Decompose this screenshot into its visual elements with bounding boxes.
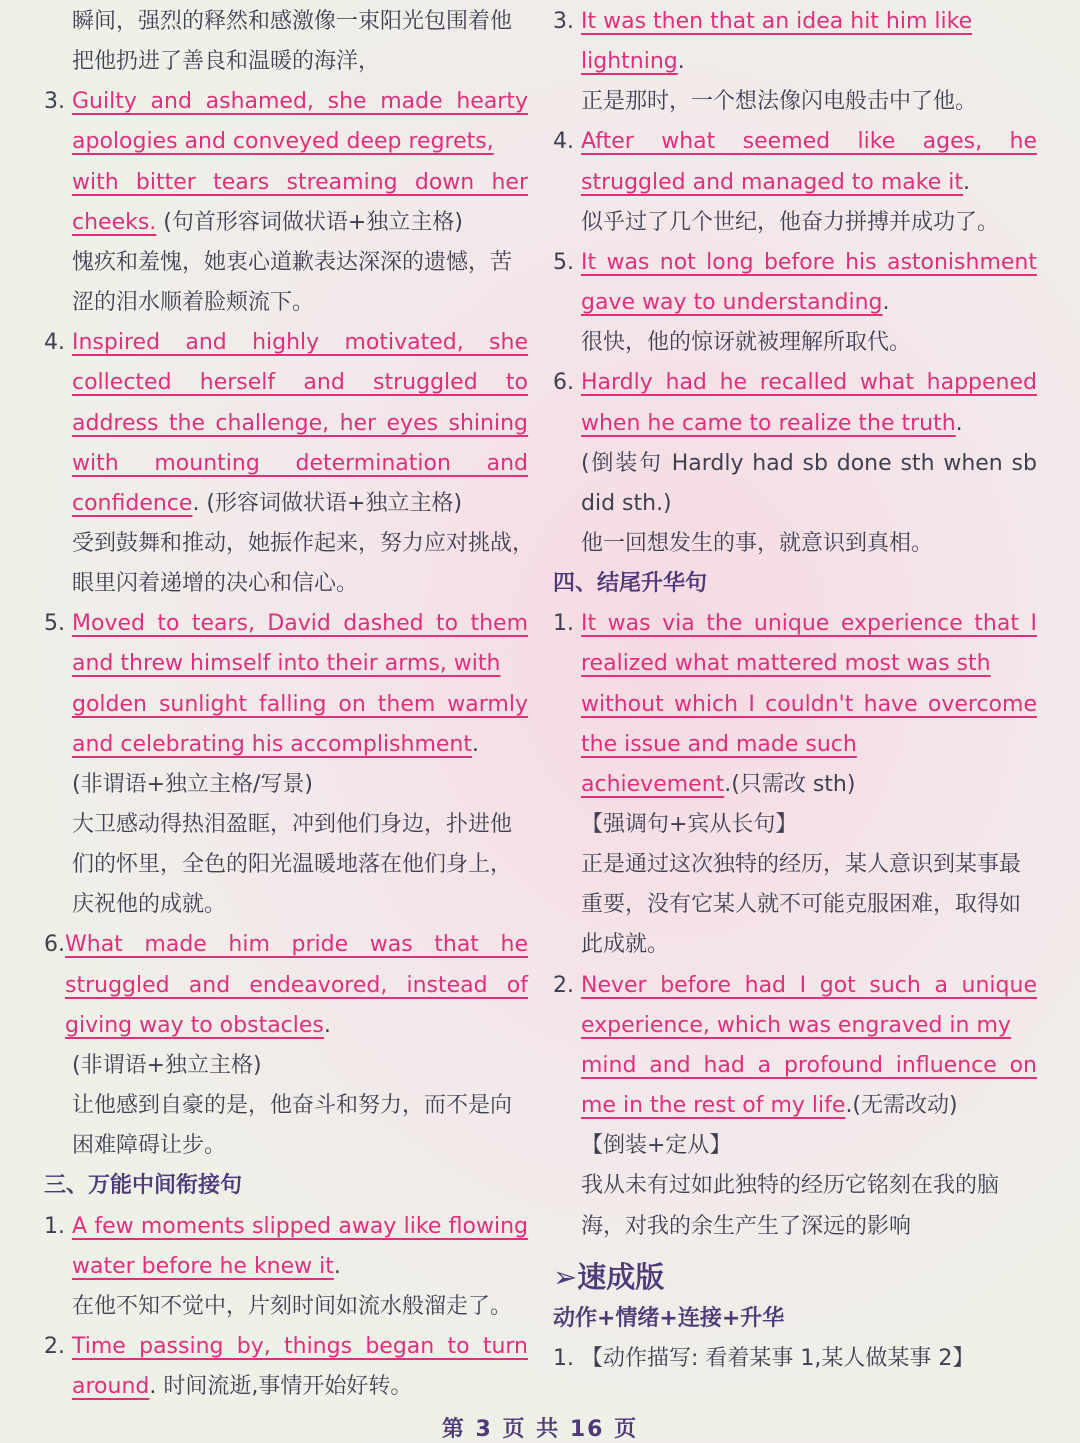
text-line <box>44 885 528 925</box>
text-line <box>553 604 1037 644</box>
english-sentence: collected herself and struggled to <box>72 370 528 396</box>
annotation: . <box>472 731 479 757</box>
english-sentence: Hardly had he recalled what happened <box>581 370 1037 396</box>
sentence-text <box>581 42 1037 82</box>
text-line <box>553 1086 1037 1126</box>
chinese-text: 庆祝他的成就。 <box>72 892 227 918</box>
annotation: .(只需改 sth) <box>724 771 856 797</box>
english-sentence: It was not long before his astonishment <box>581 249 1037 275</box>
text-line <box>44 685 528 725</box>
text-line <box>44 122 528 162</box>
chinese-text: did sth.) <box>581 490 672 516</box>
text-line <box>44 203 528 243</box>
chinese-text: 【动作描写: 看着某事 1,某人做某事 2】 <box>581 1345 975 1371</box>
annotation: . (形容词做状语+独立主格) <box>192 490 463 516</box>
text-line <box>44 765 528 805</box>
chinese-text: 愧疚和羞愧，她衷心道歉表达深深的遗憾，苦 <box>72 249 513 275</box>
text-line <box>44 1046 528 1086</box>
text-line <box>44 805 528 845</box>
english-sentence: lightning <box>581 49 678 75</box>
english-sentence: cheeks. <box>72 209 157 235</box>
chinese-text: (非谓语+独立主格) <box>72 1052 262 1078</box>
chinese-text: 很快，他的惊讶就被理解所取代。 <box>581 330 912 356</box>
page-number: 第 3 页 共 16 页 <box>441 1417 639 1442</box>
english-sentence: confidence <box>72 490 193 516</box>
item-number: 3. <box>44 89 65 115</box>
annotation: . <box>323 1012 331 1038</box>
sentence-text <box>581 1086 1037 1126</box>
chinese-text: 在他不知不觉中，片刻时间如流水般溜走了。 <box>72 1293 513 1319</box>
text-line <box>44 845 528 885</box>
chinese-text: 似乎过了几个世纪，他奋力拼搏并成功了。 <box>581 209 1000 235</box>
english-sentence: Time passing by, things began to turn <box>72 1333 528 1359</box>
sentence-text <box>72 484 528 524</box>
english-sentence: achievement <box>581 771 725 797</box>
english-sentence: Guilty and ashamed, she made hearty <box>72 89 528 115</box>
english-sentence: gave way to understanding <box>581 290 883 316</box>
text-line <box>44 444 528 484</box>
text-line <box>44 604 528 644</box>
english-sentence: me in the rest of my life <box>581 1093 846 1119</box>
english-sentence: with bitter tears streaming down her <box>72 169 528 195</box>
chinese-text: 把他扔进了善良和温暖的海洋， <box>72 49 381 75</box>
text-line <box>553 885 1037 925</box>
chinese-text: (非谓语+独立主格/写景) <box>72 771 314 797</box>
chinese-text: 眼里闪着递增的决心和信心。 <box>72 571 359 597</box>
english-sentence: and threw himself into their arms, with <box>72 651 501 677</box>
text-line <box>44 524 535 564</box>
english-sentence: apologies and conveyed deep regrets, <box>72 129 494 155</box>
chinese-text: 【倒装+定从】 <box>581 1133 732 1159</box>
text-line <box>553 685 1037 725</box>
text-line <box>553 765 1037 805</box>
english-sentence: around <box>72 1374 150 1400</box>
chinese-text: 我从未有过如此独特的经历它铭刻在我的脑 <box>581 1173 1000 1199</box>
text-line <box>44 2 528 42</box>
chinese-text: 正是那时，一个想法像闪电般击中了他。 <box>581 89 978 115</box>
section-heading: 四、结尾升华句 <box>553 571 708 597</box>
english-sentence: golden sunlight falling on them warmly <box>72 691 528 717</box>
english-sentence: realized what mattered most was sth <box>581 651 991 677</box>
text-line <box>44 323 528 363</box>
annotation: . 时间流逝,事情开始好转。 <box>149 1374 413 1400</box>
english-sentence: address the challenge, her eyes shining <box>72 410 528 436</box>
english-sentence: with mounting determination and <box>72 450 528 476</box>
english-sentence: A few moments slipped away like flowing <box>72 1213 528 1239</box>
text-line <box>553 1257 1037 1297</box>
text-line <box>553 644 1037 684</box>
sentence-text <box>72 725 528 765</box>
sentence-text <box>65 1006 528 1046</box>
english-sentence: What made him pride was that he <box>65 932 528 958</box>
text-line <box>553 1339 1037 1379</box>
text-line <box>553 484 1037 524</box>
text-line <box>553 82 1037 122</box>
text-line <box>44 1327 528 1367</box>
sentence-text <box>581 163 1037 203</box>
text-line <box>44 363 528 403</box>
text-line <box>44 1287 528 1327</box>
english-sentence: struggled and endeavored, instead of <box>65 972 528 998</box>
text-line <box>553 1006 1037 1046</box>
annotation: . <box>677 49 685 75</box>
english-sentence: After what seemed like ages, he <box>581 129 1037 155</box>
sentence-text <box>581 283 1037 323</box>
english-sentence: Inspired and highly motivated, she <box>72 330 528 356</box>
text-line <box>553 323 1037 363</box>
chinese-text: 海，对我的余生产生了深远的影响 <box>581 1213 912 1239</box>
text-line <box>553 1046 1037 1086</box>
chinese-text: 正是通过这次独特的经历，某人意识到某事最 <box>581 852 1022 878</box>
text-line <box>44 725 528 765</box>
text-line <box>44 82 528 122</box>
text-line <box>553 363 1037 403</box>
sentence-text <box>581 765 1037 805</box>
chinese-text: 们的怀里，全色的阳光温暖地落在他们身上， <box>72 852 513 878</box>
annotation: .(无需改动) <box>845 1093 958 1119</box>
section-heading: 三、万能中间衔接句 <box>44 1173 243 1199</box>
text-line <box>553 524 1037 564</box>
text-line <box>553 925 1037 965</box>
annotation: . <box>333 1253 341 1279</box>
section-title: ➢速成版 <box>553 1259 665 1294</box>
item-number: 3. <box>553 9 574 34</box>
chinese-text: 涩的泪水顺着脸颊流下。 <box>72 290 315 316</box>
text-line <box>553 725 1037 765</box>
text-line <box>553 163 1037 203</box>
text-line <box>553 564 1037 604</box>
item-number: 2. <box>44 1333 65 1359</box>
item-number: 1. <box>44 1213 65 1239</box>
english-sentence: when he came to realize the truth <box>581 410 956 436</box>
text-line <box>44 283 528 323</box>
text-line <box>553 1207 1037 1247</box>
item-number: 4. <box>553 129 574 155</box>
text-line <box>44 42 528 82</box>
annotation: . <box>963 169 971 195</box>
english-sentence: Never before had I got such a unique <box>581 972 1037 998</box>
chinese-text: (倒装句 Hardly had sb done sth when sb <box>581 450 1037 476</box>
text-line <box>44 163 528 203</box>
item-number: 2. <box>553 972 574 998</box>
chinese-text: 大卫感动得热泪盈眶，冲到他们身边，扑进他 <box>72 812 513 837</box>
text-line <box>553 243 1037 283</box>
text-line <box>44 1166 528 1206</box>
annotation: . <box>955 410 963 436</box>
sentence-text <box>72 203 528 243</box>
sentence-text <box>581 404 1037 444</box>
text-line <box>44 644 528 684</box>
text-line <box>44 1086 528 1126</box>
item-number: 6. <box>44 932 65 958</box>
annotation: (句首形容词做状语+独立主格) <box>156 209 463 235</box>
english-sentence: It was via the unique experience that I <box>581 611 1037 637</box>
item-number: 5. <box>553 249 574 275</box>
text-line <box>44 1207 528 1247</box>
annotation: . <box>882 290 890 316</box>
text-line <box>44 484 528 524</box>
text-line <box>44 1367 528 1407</box>
text-line <box>44 1126 528 1166</box>
chinese-text: 瞬间，强烈的释然和感激像一束阳光包围着他 <box>72 9 513 34</box>
text-line <box>553 2 1037 42</box>
english-sentence: struggled and managed to make it <box>581 169 964 195</box>
text-line <box>44 243 528 283</box>
sentence-text <box>72 1367 528 1407</box>
item-number: 1. <box>553 1345 574 1371</box>
text-line <box>553 845 1037 885</box>
text-line <box>553 805 1037 845</box>
item-number: 1. <box>553 611 574 637</box>
text-line <box>44 925 528 965</box>
sentence-text <box>72 1247 528 1287</box>
text-line <box>44 1247 528 1287</box>
item-number: 6. <box>553 370 574 396</box>
english-sentence: experience, which was engraved in my <box>581 1012 1011 1038</box>
text-line <box>553 1299 1037 1339</box>
text-line <box>553 966 1037 1006</box>
english-sentence: without which I couldn't have overcome <box>581 691 1037 717</box>
chinese-text: 受到鼓舞和推动，她振作起来，努力应对挑战， <box>72 530 535 556</box>
chinese-text: 【强调句+宾从长句】 <box>581 812 798 837</box>
english-sentence: giving way to obstacles <box>65 1012 324 1038</box>
english-sentence: the issue and made such <box>581 731 857 757</box>
text-line <box>44 404 528 444</box>
text-line <box>553 122 1037 162</box>
text-line <box>553 283 1037 323</box>
text-line <box>553 444 1037 484</box>
chinese-text: 困难障碍让步。 <box>72 1133 227 1159</box>
text-line <box>44 1006 528 1046</box>
english-sentence: Moved to tears, David dashed to them <box>72 611 528 637</box>
chinese-text: 让他感到自豪的是，他奋斗和努力，而不是向 <box>72 1093 513 1119</box>
text-line <box>553 1166 1037 1206</box>
text-line <box>44 966 528 1006</box>
item-number: 4. <box>44 330 65 356</box>
text-line <box>553 203 1037 243</box>
english-sentence: and celebrating his accomplishment <box>72 731 472 757</box>
text-line <box>44 564 528 604</box>
english-sentence: water before he knew it <box>72 1253 334 1279</box>
section-heading: 动作+情绪+连接+升华 <box>553 1305 785 1331</box>
item-number: 5. <box>44 611 65 637</box>
text-line <box>553 42 1037 82</box>
chinese-text: 重要，没有它某人就不可能克服困难，取得如 <box>581 892 1022 918</box>
english-sentence: mind and had a profound influence on <box>581 1052 1037 1078</box>
text-line <box>553 404 1037 444</box>
english-sentence: It was then that an idea hit him like <box>581 9 973 34</box>
chinese-text: 他一回想发生的事，就意识到真相。 <box>581 530 934 556</box>
text-line <box>553 1126 1037 1166</box>
chinese-text: 此成就。 <box>581 932 670 958</box>
